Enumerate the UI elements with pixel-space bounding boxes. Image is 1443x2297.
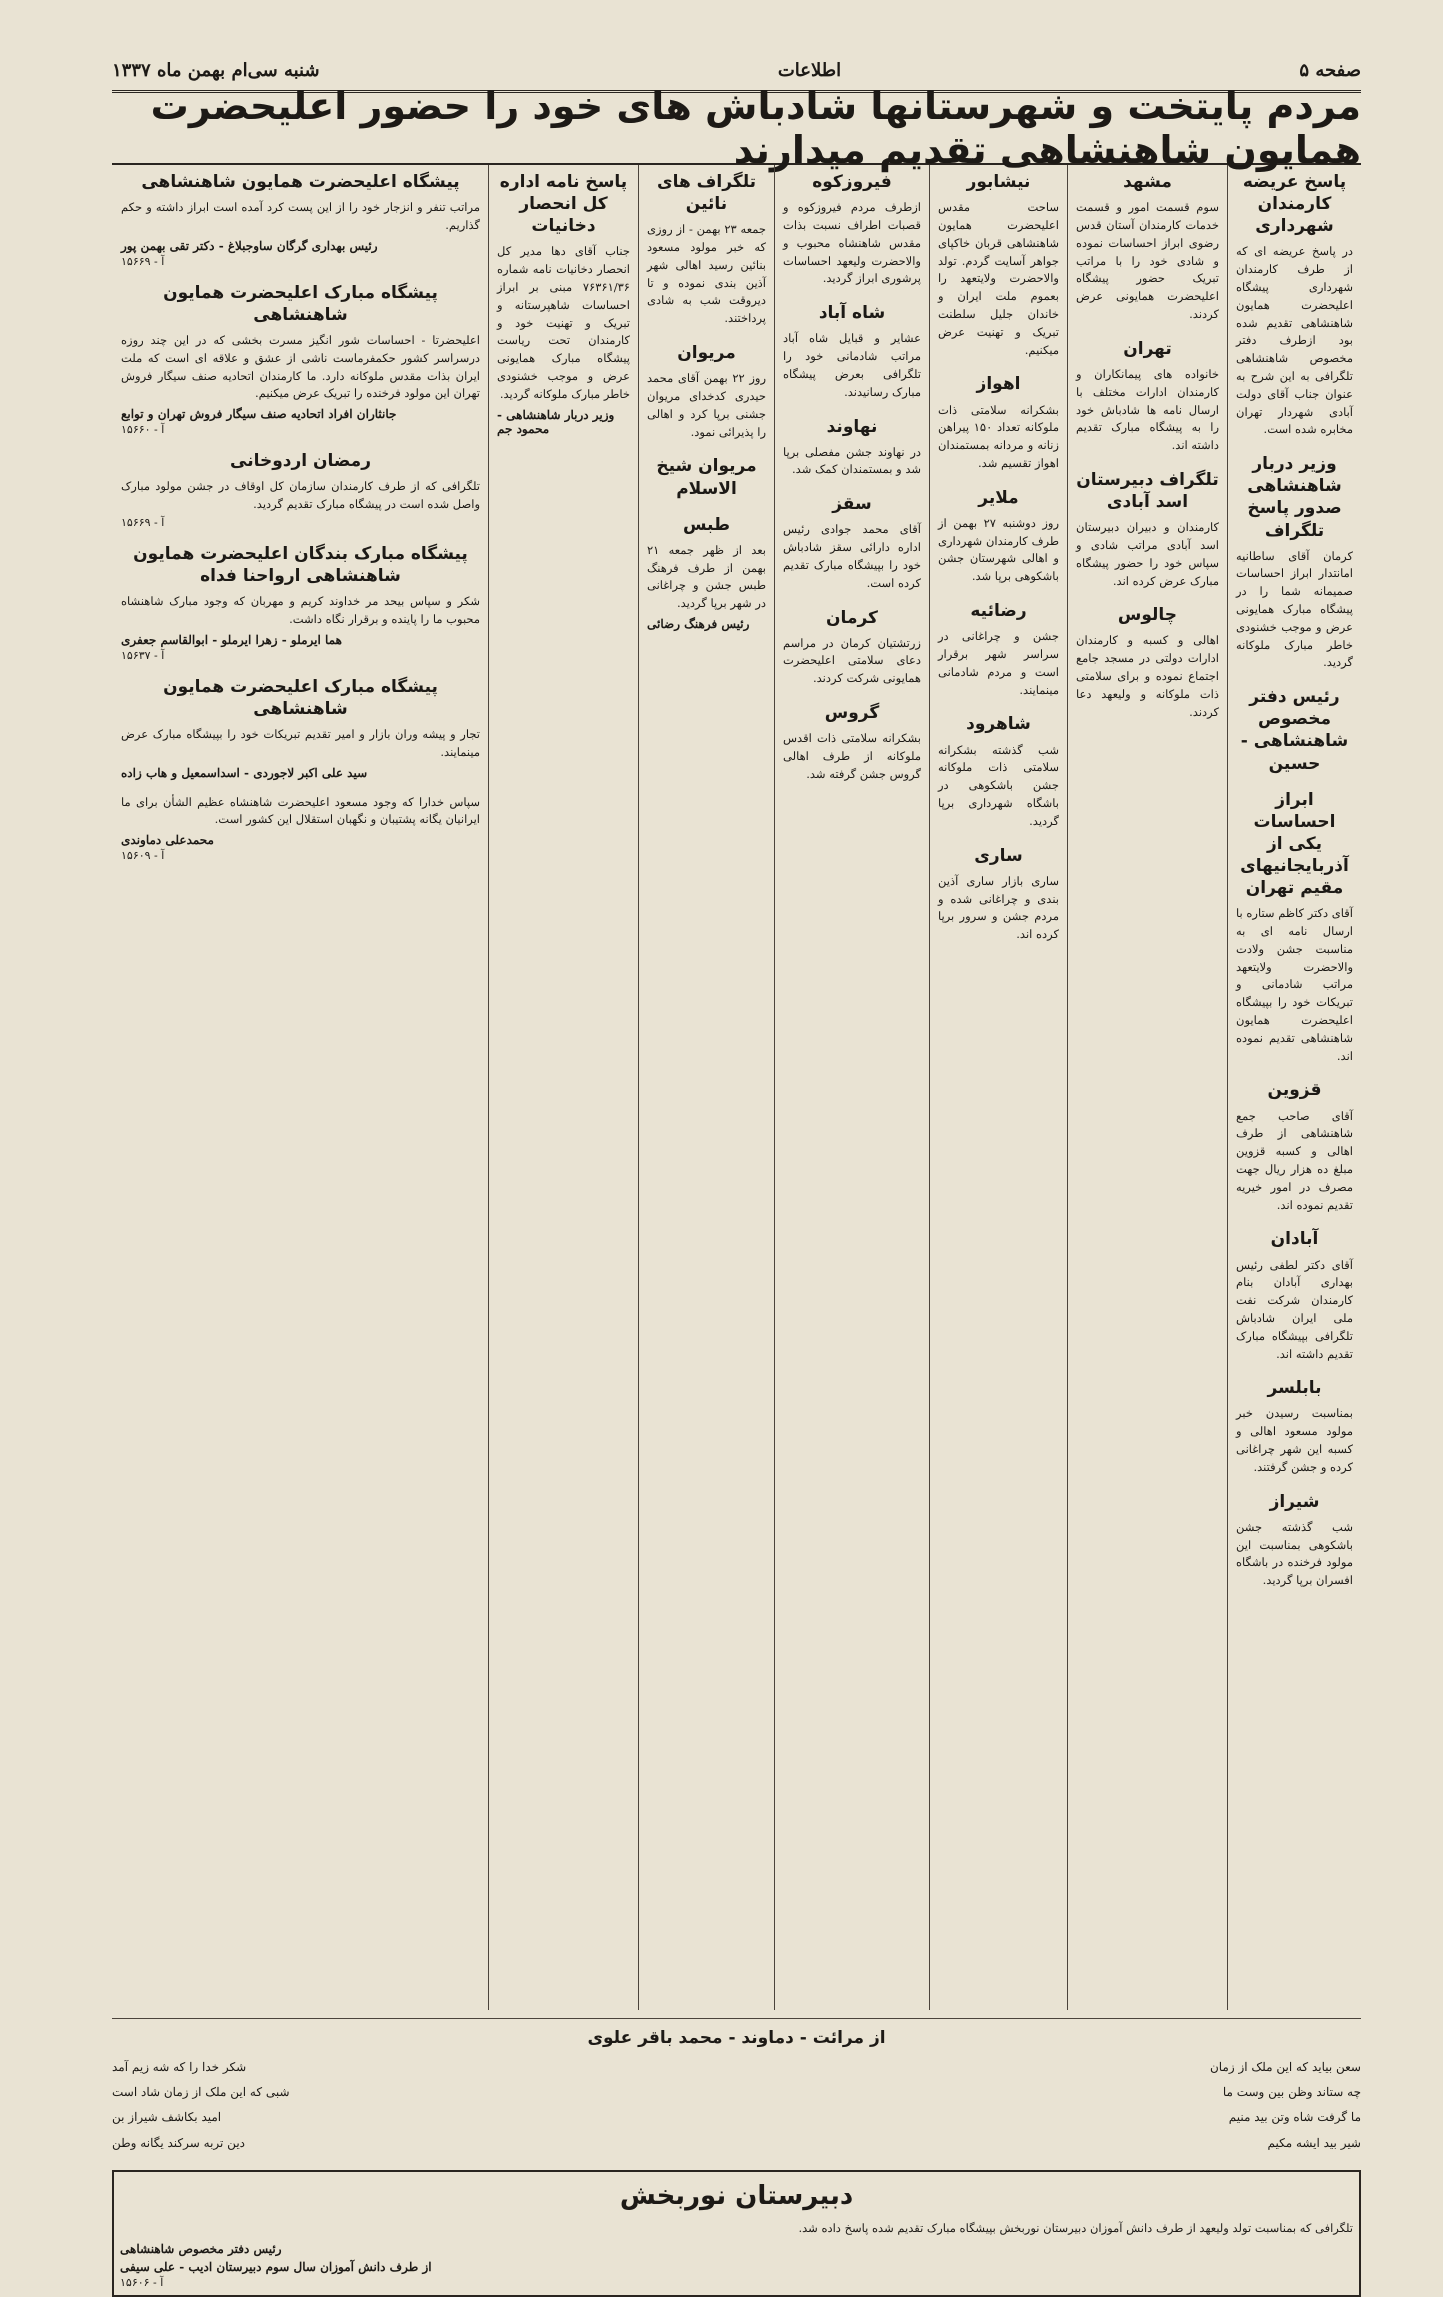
article-signature: سید علی اکبر لاجوردی - اسداسمعیل و هاب زاده	[121, 765, 368, 780]
article-body: آقای محمد جوادی رئیس اداره دارائی سقز شادباش خود را بپیشگاه مبارک تقدیم کرده است.	[783, 522, 921, 590]
article-body: جناب آقای دها مدیر کل انحصار دخانیات نامه شماره ۷۶۳۶۱/۳۶ مبنی بر ابراز احساسات شاهپرستانه و تبریک و تهنیت خود و کارمندان تحت ریاست پیشگاه مبارک همایونی عرض و موجب خشنودی خاطر مبارک ملوکانه گردید.	[497, 244, 630, 401]
poem-line	[112, 2131, 1361, 2156]
poem-line	[112, 2080, 1361, 2105]
dabirestan-heading: دبیرستان نوربخش	[619, 2180, 854, 2211]
article-signature: هما ایرملو - زهرا ایرملو - ابوالقاسم جعفری	[121, 632, 342, 647]
column-0	[1227, 165, 1361, 2010]
article-signature: جانثاران افراد اتحادیه صنف سیگار فروش تهران و توابع	[121, 407, 397, 422]
article-signature: رئیس بهداری گرگان ساوجبلاغ - دکتر تقی بهمن پور	[121, 238, 378, 253]
article-heading: آبادان	[1270, 1229, 1319, 1250]
article-heading: فیروزکوه	[812, 172, 892, 192]
article	[121, 282, 480, 436]
article-signature: وزیر دربار شاهنشاهی - محمود جم	[497, 407, 615, 436]
article-heading: قزوین	[1267, 1080, 1322, 1101]
poem-line	[112, 2055, 1361, 2080]
article	[783, 702, 921, 784]
article	[1236, 453, 1353, 672]
article-body: ساری بازار ساری آذین بندی و چراغانی شده و مردم جشن و سرور برپا کرده اند.	[938, 873, 1059, 942]
article-body: شب گذشته جشن باشکوهی بمناسبت این مولود فرخنده در باشگاه افسران برپا گردید.	[1236, 1519, 1353, 1588]
poem-heading: از مرائت - دماوند - محمد باقر علوی	[587, 2028, 886, 2048]
article	[783, 493, 921, 592]
article-heading: ملایر	[978, 487, 1019, 508]
poem-hemistich: امید بکاشف شیراز بن	[112, 2110, 222, 2125]
article-heading: چالوس	[1117, 605, 1178, 626]
article	[497, 171, 630, 436]
article-heading: پاسخ نامه اداره کل انحصار دخانیات	[499, 172, 628, 237]
article	[1236, 1377, 1353, 1476]
article-heading: نهاوند	[826, 416, 878, 437]
article	[1076, 604, 1219, 721]
poem-article	[112, 2027, 1361, 2156]
poem-hemistich: دین تربه سرکند یگانه وطن	[112, 2135, 245, 2150]
article-body: بعد از ظهر جمعه ۲۱ بهمن از طرف فرهنگ طبس جشن و چراغانی در شهر برپا گردید.	[647, 542, 766, 611]
columns	[112, 165, 1361, 2010]
article-heading: تلگراف های نائین	[656, 172, 757, 215]
article-ref: ۱۵۶۶۰ - آ	[121, 423, 165, 437]
article-heading: پیشگاه اعلیحضرت همایون شاهنشاهی	[141, 172, 460, 192]
article-body: شکر و سپاس بیحد مر خداوند کریم و مهربان که وجود مبارک شاهنشاه محبوب ما را پاینده و برقرار نگاه داشت.	[121, 594, 480, 626]
article-heading: پیشگاه مبارک اعلیحضرت همایون شاهنشاهی	[163, 282, 438, 325]
article-heading: تهران	[1123, 338, 1172, 359]
dabirestan-article	[112, 2170, 1361, 2297]
article-ref: ۱۵۶۶۹ - آ	[121, 254, 165, 268]
article	[783, 607, 921, 689]
article-body: سوم قسمت امور و قسمت خدمات کارمندان آستان قدس رضوی ابراز احساسات نموده و شادی خود را با مراتب تبریک حضور پیشگاه اعلیحضرت همایونی عرض کردند.	[1076, 200, 1219, 321]
article	[938, 487, 1059, 586]
column-1	[1067, 165, 1227, 2010]
article-heading: طبس	[683, 514, 730, 535]
article-body: بمناسبت رسیدن خبر مولود مسعود اهالی و کسبه این شهر چراغانی کرده و جشن گرفتند.	[1236, 1406, 1353, 1474]
article	[938, 171, 1059, 359]
article	[121, 450, 480, 529]
article-body: جشن و چراغانی در سراسر شهر برقرار است و مردم شادمانی مینمایند.	[938, 629, 1059, 697]
article	[1076, 338, 1219, 455]
article-signature: رئیس فرهنگ رضائی	[647, 616, 750, 631]
article-heading: ابراز احساسات یکی از آذربایجانیهای مقیم تهران	[1240, 789, 1349, 899]
article	[1236, 1491, 1353, 1590]
column-5	[488, 165, 638, 2010]
article-heading: شاه آباد	[818, 303, 886, 324]
article-body: آقای دکتر کاظم ستاره با ارسال نامه ای به مناسبت جشن ولادت والاحضرت ولایتعهد مراتب شادمانی و تبریکات خود را بپیشگاه اعلیحضرت همایون شاهنشاهی تقدیم نموده اند.	[1236, 906, 1353, 1063]
article-heading: وزیر دربار شاهنشاهی صدور پاسخ تلگراف	[1247, 454, 1342, 541]
poem-hemistich: شیر بید ایشه مکیم	[1267, 2135, 1361, 2150]
article-heading: مریوان	[677, 343, 736, 364]
article-body: تجار و پیشه وران بازار و امیر تقدیم تبریکات خود را بپیشگاه مبارک عرض مینمایند.	[121, 726, 480, 759]
article	[783, 171, 921, 288]
article-heading: شاهرود	[966, 714, 1031, 735]
article	[1236, 686, 1353, 774]
article	[1236, 171, 1353, 439]
article-body: روز ۲۲ بهمن آقای محمد حیدری کدخدای مریوان جشنی برپا کرد و اهالی را پذیرائی نمود.	[647, 371, 766, 439]
article-body: ساحت مقدس اعلیحضرت همایون شاهنشاهی قربان خاکپای جواهر آسایت گردم. تولد والاحضرت ولایتعهد را بعموم ملت ایران و خاندان جلیل سلطنت تبریک و تهنیت عرض میکنیم.	[938, 200, 1059, 357]
article	[121, 171, 480, 268]
poem-hemistich: شکر خدا را که شه زیم آمد	[112, 2060, 247, 2075]
poem	[112, 2055, 1361, 2156]
article-heading: ساری	[974, 845, 1023, 866]
article	[938, 373, 1059, 472]
article	[938, 713, 1059, 830]
article-body: آقای صاحب جمع شاهنشاهی از طرف اهالی و کسبه قزوین مبلغ ده هزار ریال جهت مصرف در امور خیریه تقدیم نموده اند.	[1236, 1108, 1353, 1212]
headline-text: مردم پایتخت و شهرستانها شادباش های خود را حضور اعلیحضرت همایون شاهنشاهی تقدیم میدارند	[150, 84, 1361, 172]
article-body: اعلیحضرتا - احساسات شور انگیز مسرت بخشی که در این چند روزه درسراسر کشور حکمفرماست ناشی از عشق و علاقه ای است که ملت ایران بذات مقدس ملوکانه دارد. ما کارمندان اتحادیه صنف سیگار فروش تهران این مولود فرخنده را تبریک عرض میکنیم.	[121, 332, 480, 401]
dabirestan-body: تلگرافی که بمناسبت تولد ولیعهد از طرف دانش آموزان دبیرستان نوربخش بپیشگاه مبارک تقدیم شده پاسخ داده شد.	[798, 2221, 1353, 2236]
article	[1236, 1079, 1353, 1214]
article	[783, 302, 921, 401]
article-body: اهالی و کسبه و کارمندان ادارات دولتی در مسجد جامع اجتماع نموده و برای سلامتی ذات ملوکانه و ولیعهد دعا کردند.	[1076, 633, 1219, 719]
article	[783, 416, 921, 480]
article-ref: ۱۵۶۳۷ - آ	[121, 648, 165, 662]
banner-headline	[112, 84, 1361, 172]
poem-hemistich: شبی که این ملک از زمان شاد است	[112, 2085, 290, 2100]
article-heading: شیراز	[1269, 1491, 1320, 1512]
article-body: کرمان آقای ساطانیه امانتدار ابراز احساسات صمیمانه شما را در پیشگاه مبارک همایونی عرض و موجب خشنودی خاطر مبارک ملوکانه گردید.	[1236, 548, 1353, 670]
students-sig: از طرف دانش آموزان سال سوم دبیرستان ادیب - علی سیفی	[120, 2260, 432, 2275]
article-heading: پاسخ عریضه کارمندان شهرداری	[1242, 172, 1347, 237]
paper-name: اطلاعات	[777, 59, 842, 81]
article	[121, 676, 480, 780]
poem-hemistich: ما گرفت شاه وتن بید منیم	[1228, 2110, 1361, 2125]
poem-line	[112, 2105, 1361, 2130]
article	[1236, 1228, 1353, 1363]
dabirestan-sig: رئیس دفتر مخصوص شاهنشاهی	[120, 2242, 282, 2257]
article-ref: ۱۵۶۶۹ - آ	[121, 515, 165, 529]
article-body: در نهاوند جشن مفصلی برپا شد و بمستمندان کمک شد.	[783, 444, 921, 477]
article	[938, 600, 1059, 699]
article-body: در پاسخ عریضه ای که از طرف کارمندان شهرداری پیشگاه اعلیحضرت همایون شاهنشاهی تقدیم شده بود ازطرف دفتر مخصوص شاهنشاهی تلگرافی به این شرح به عنوان جناب آقای دولت آبادی شهردار تهران مخابره شده است.	[1236, 244, 1353, 437]
column-3	[774, 165, 929, 2010]
article-body: بشکرانه سلامتی ذات ملوکانه تعداد ۱۵۰ پیراهن زنانه و مردانه بمستمندان اهواز تقسیم شد.	[938, 402, 1060, 470]
column-2	[929, 165, 1067, 2010]
article-heading: رئیس دفتر مخصوص شاهنشاهی - حسین	[1240, 687, 1349, 774]
article-body: عشایر و قبایل شاه آباد مراتب شادمانی خود را تلگرافی بعرض پیشگاه مبارک رسانیدند.	[783, 331, 921, 399]
article-body: ازطرف مردم فیروزکوه و قصبات اطراف نسبت بذات مقدس شاهنشاه محبوب و والاحضرت ولیعهد احساسات پرشوری ابراز گردید.	[783, 200, 921, 286]
article-body: زرتشتیان کرمان در مراسم دعای سلامتی اعلیحضرت همایونی شرکت کردند.	[783, 635, 921, 686]
article-body: تلگرافی که از طرف کارمندان سازمان کل اوقاف در جشن مولود مبارک واصل شده است در پیشگاه مبارک تقدیم گردید.	[121, 479, 480, 512]
issue-date: شنبه سی‌ام بهمن ماه ۱۳۳۷	[112, 59, 320, 81]
article-heading: مریوان شیخ الاسلام	[656, 456, 757, 499]
article	[938, 845, 1059, 944]
article-body: روز دوشنبه ۲۷ بهمن از طرف کارمندان شهرداری و اهالی شهرستان جشن باشکوهی برپا شد.	[938, 515, 1059, 584]
article-body: شب گذشته بشکرانه سلامتی ذات ملوکانه جشن باشکوهی در باشگاه شهرداری برپا گردید.	[938, 742, 1059, 828]
article-heading: پیشگاه مبارک بندگان اعلیحضرت همایون شاهنشاهی ارواحنا فداه	[133, 543, 468, 586]
page-label: صفحه ۵	[1299, 59, 1361, 81]
article	[121, 794, 480, 863]
article-body: کارمندان و دبیران دبیرستان اسد آبادی مراتب شادی و سپاس خود را حضور پیشگاه مبارک عرض کرده اند.	[1076, 520, 1219, 588]
article	[647, 455, 766, 499]
article	[647, 171, 766, 328]
article	[647, 342, 766, 441]
poem-hemistich: سعن بیاید که این ملک از زمان	[1209, 2060, 1361, 2075]
article-heading: نیشابور	[966, 172, 1031, 192]
article	[1076, 171, 1219, 324]
article-body: آقای دکتر لطفی رئیس بهداری آبادان بنام کارمندان شرکت نفت ملی ایران شادباش تلگرافی بپیشگاه مبارک تقدیم داشته اند.	[1236, 1257, 1353, 1361]
article-signature: محمدعلی دماوندی	[121, 833, 214, 848]
students-ref: ۱۵۶۰۶ - آ	[120, 2276, 164, 2290]
article-body: سپاس خدارا که وجود مسعود اعلیحضرت شاهنشاه عظیم الشأن برای ما ایرانیان یگانه پشتیبان و نگهبان استقلال این کشور است.	[121, 794, 480, 827]
article-heading: کرمان	[826, 607, 878, 628]
article-body: جمعه ۲۳ بهمن - از روزی که خبر مولود مسعود بنائین رسید اهالی شهر آذین بندی نموده و تا دیروقت شب به شادی پرداختند.	[647, 222, 766, 326]
article	[1076, 469, 1219, 590]
article-heading: رضائیه	[970, 601, 1027, 622]
article-body: بشکرانه سلامتی ذات اقدس ملوکانه از طرف اهالی گروس جشن گرفته شد.	[783, 731, 921, 781]
article	[647, 514, 766, 631]
article-heading: تلگراف دبیرستان اسد آبادی	[1076, 469, 1219, 513]
article-body: خانواده های پیمانکاران و کارمندان ادارات مختلف با ارسال نامه ها شادباش خود را به پیشگاه مبارک تقدیم داشته اند.	[1076, 366, 1219, 453]
column-6	[113, 165, 488, 2010]
article-heading: گروس	[824, 703, 880, 724]
article	[121, 543, 480, 662]
article-ref: ۱۵۶۰۹ - آ	[121, 849, 165, 863]
poem-hemistich: چه ستاند وظن بین وست ما	[1222, 2085, 1361, 2100]
article-heading: اهواز	[976, 374, 1021, 395]
article-heading: سقز	[832, 494, 872, 515]
article-heading: بابلسر	[1267, 1378, 1322, 1399]
article-heading: پیشگاه مبارک اعلیحضرت همایون شاهنشاهی	[163, 676, 438, 719]
column-4	[638, 165, 774, 2010]
article-heading: مشهد	[1123, 172, 1172, 192]
article-heading: رمضان اردوخانی	[230, 451, 371, 472]
article	[1236, 789, 1353, 1066]
article-body: مراتب تنفر و انزجار خود را از این پست کرد آمده است ابراز داشته و حکم گذاریم.	[121, 200, 480, 232]
